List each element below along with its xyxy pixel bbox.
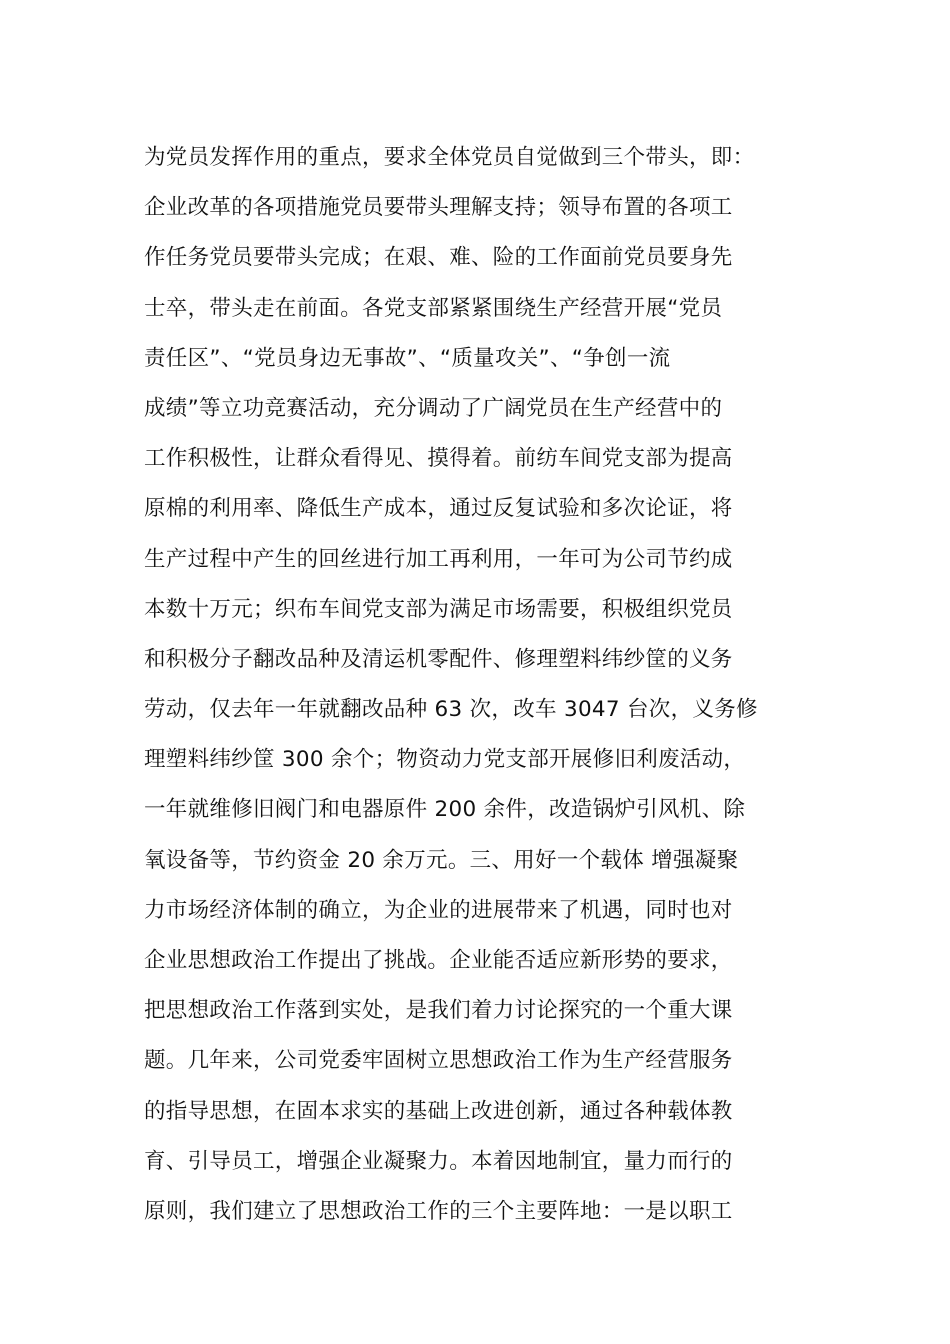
text-line-16: 力市场经济体制的确立，为企业的进展带来了机遇，同时也对 xyxy=(144,897,733,923)
text-line-2: 企业改革的各项措施党员要带头理解支持；领导布置的各项工 xyxy=(144,195,733,221)
text-line-12: 劳动，仅去年一年就翻改品种 63 次，改车 3047 台次，义务修 xyxy=(144,697,758,723)
text-line-1: 为党员发挥作用的重点，要求全体党员自觉做到三个带头，即： xyxy=(144,145,755,170)
text-line-7: 工作积极性，让群众看得见、摸得着。前纺车间党支部为提高 xyxy=(144,446,733,472)
body-text xyxy=(144,133,834,1237)
text-line-22: 原则，我们建立了思想政治工作的三个主要阵地：一是以职工 xyxy=(144,1198,733,1224)
text-line-10: 本数十万元；织布车间党支部为满足市场需要，积极组织党员 xyxy=(144,596,733,622)
text-line-18: 把思想政治工作落到实处，是我们着力讨论探究的一个重大课 xyxy=(144,998,733,1024)
text-line-14: 一年就维修旧阀门和电器原件 200 余件，改造锅炉引风机、除 xyxy=(144,797,746,823)
text-line-8: 原棉的利用率、降低生产成本，通过反复试验和多次论证，将 xyxy=(144,496,733,522)
text-line-11: 和积极分子翻改品种及清运机零配件、修理塑料纬纱筐的义务 xyxy=(144,646,733,672)
text-line-19: 题。几年来，公司党委牢固树立思想政治工作为生产经营服务 xyxy=(144,1048,733,1074)
text-line-9: 生产过程中产生的回丝进行加工再利用，一年可为公司节约成 xyxy=(144,546,733,572)
text-line-15: 氧设备等，节约资金 20 余万元。三、用好一个载体 增强凝聚 xyxy=(144,847,739,873)
text-line-3: 作任务党员要带头完成；在艰、难、险的工作面前党员要身先 xyxy=(144,245,733,271)
text-line-20: 的指导思想，在固本求实的基础上改进创新，通过各种载体教 xyxy=(144,1098,733,1124)
text-line-21: 育、引导员工，增强企业凝聚力。本着因地制宜，量力而行的 xyxy=(144,1148,733,1174)
text-line-4: 士卒，带头走在前面。各党支部紧紧围绕生产经营开展“党员 xyxy=(144,295,723,321)
text-line-17: 企业思想政治工作提出了挑战。企业能否适应新形势的要求， xyxy=(144,948,733,973)
text-line-13: 理塑料纬纱筐 300 余个；物资动力党支部开展修旧利废活动， xyxy=(144,747,746,773)
text-line-6: 成绩”等立功竞赛活动，充分调动了广阔党员在生产经营中的 xyxy=(144,395,723,421)
text-line-5: 责任区”、“党员身边无事故”、“质量攻关”、“争创一流 xyxy=(144,345,671,371)
